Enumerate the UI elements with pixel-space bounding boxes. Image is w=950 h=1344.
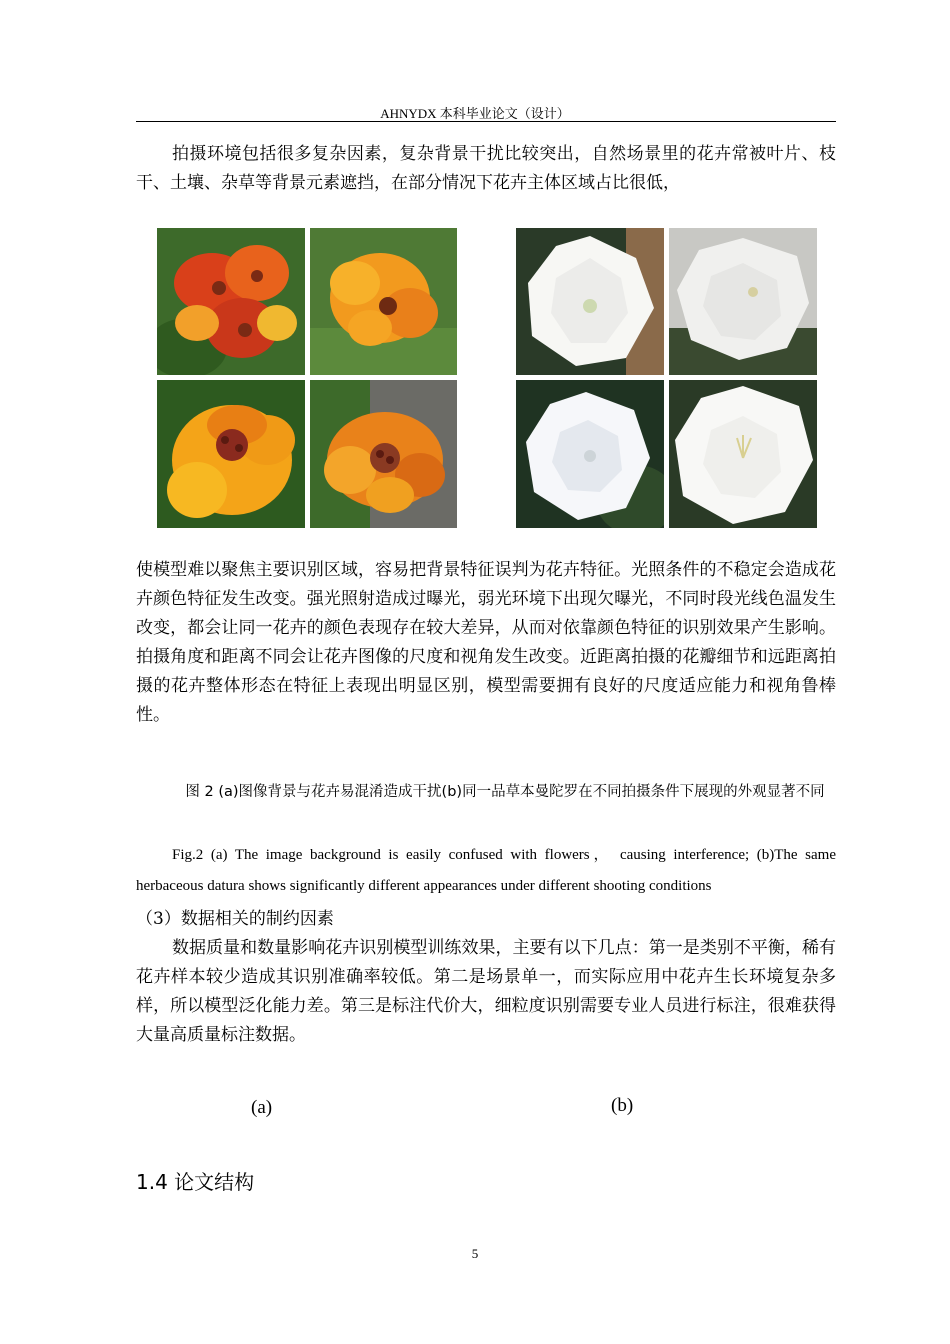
paragraph-3-text: 数据质量和数量影响花卉识别模型训练效果，主要有以下几点：第一是类别不平衡，稀有花卉样本较少造成其识别准确率较低。第二是场景单一，而实际应用中花卉生长环境复杂多样，所以模型泛化能力差。第三是标注代价大，细粒度识别需要专业人员进行标注，很难获得大量高质量标注数据。: [136, 938, 836, 1045]
paragraph-1-text: 拍摄环境包括很多复杂因素，复杂背景干扰比较突出，自然场景里的花卉常被叶片、枝干、土壤、杂草等背景元素遮挡，在部分情况下花卉主体区域占比很低，: [136, 144, 836, 193]
section-title: 1.4 论文结构: [136, 1170, 255, 1194]
subfigure-label-a: (a): [251, 1097, 273, 1118]
paragraph-2-text: 使模型难以聚焦主要识别区域，容易把背景特征误判为花卉特征。光照条件的不稳定会造成花卉颜色特征发生改变。强光照射造成过曝光，弱光环境下出现欠曝光，不同时段光线色温发生改变，都会让同一花卉的颜色表现存在较大差异，从而对依靠颜色特征的识别效果产生影响。拍摄角度和距离不同会让花卉图像的尺度和视角发生改变。近距离拍摄的花瓣细节和远距离拍摄的花卉整体形态在特征上表现出明显区别，模型需要拥有良好的尺度适应能力和视角鲁棒性。: [136, 560, 836, 725]
photo-a-1: [157, 228, 305, 375]
photo-a-2: [310, 228, 457, 375]
photo-b-1: [516, 228, 664, 375]
photo-a-3: [157, 380, 305, 528]
figure-caption-en: [136, 840, 836, 902]
subheading-data-factors: （3）数据相关的制约因素: [136, 909, 334, 929]
photo-b-3: [516, 380, 664, 528]
running-header: AHNYDX 本科毕业论文（设计）: [380, 106, 570, 121]
figure-caption-cn: 图 2 (a)图像背景与花卉易混淆造成干扰(b)同一品草本曼陀罗在不同拍摄条件下展现的外观显著不同: [185, 784, 825, 800]
paragraph-3-block: [136, 905, 836, 1050]
page-number: 5: [471, 1246, 479, 1261]
paragraph-1: [136, 140, 836, 198]
photo-b-2: [669, 228, 817, 375]
subfigure-label-b: (b): [611, 1095, 634, 1116]
figure-caption-en-text: Fig.2 (a) The image background is easily confused with flowers， causing interference; (b)The same herbaceous datura shows significantly different appearances under different shooting conditions: [136, 847, 836, 894]
header-rule: [136, 121, 836, 122]
paragraph-2: [136, 556, 836, 730]
photo-b-4: [669, 380, 817, 528]
photo-a-4: [310, 380, 457, 528]
